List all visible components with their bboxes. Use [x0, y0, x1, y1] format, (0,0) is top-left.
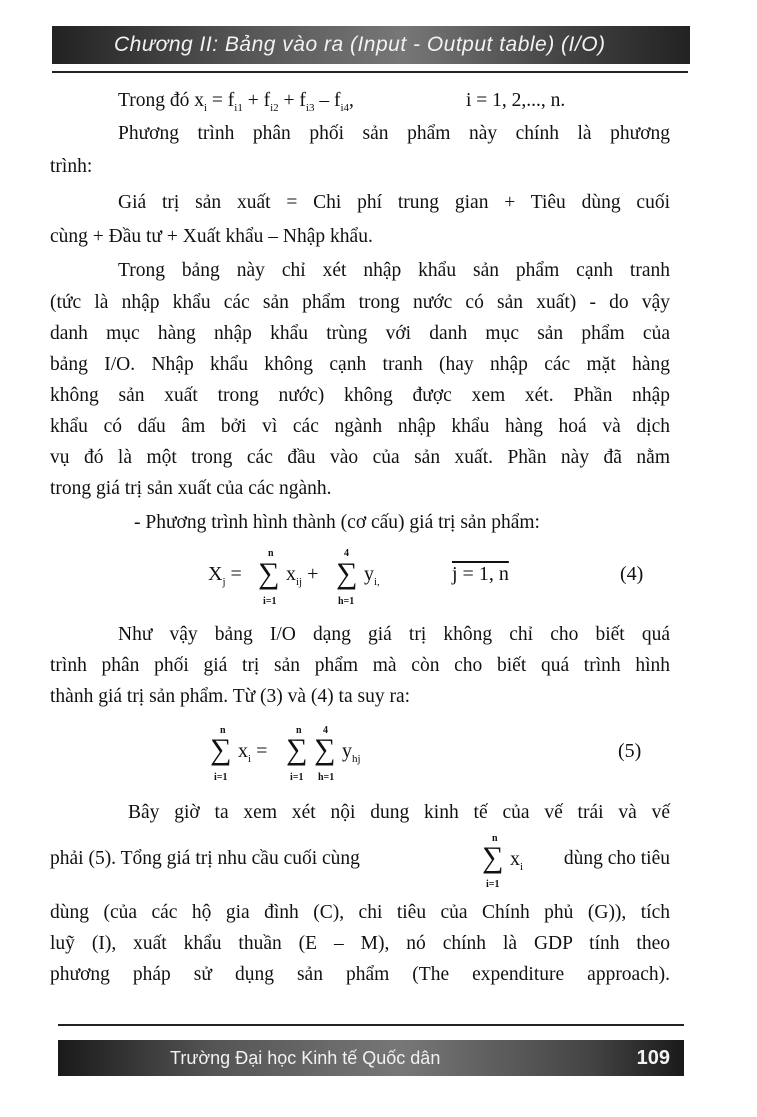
- sum-symbol: ∑: [258, 557, 280, 590]
- sum-symbol: ∑: [482, 841, 504, 874]
- text-line-18: Bây giờ ta xem xét nội dung kinh tế của vế trái và vế: [128, 802, 670, 823]
- text-line-15: Như vậy bảng I/O dạng giá trị không chỉ cho biết quá: [118, 624, 670, 645]
- text-line-20: dùng (của các hộ gia đình (C), chi tiêu của Chính phủ (G)), tích: [50, 902, 670, 923]
- text-line-19a: phải (5). Tổng giá trị nhu cầu cuối cùng: [50, 848, 360, 869]
- text-line-22: phương pháp sử dụng sản phẩm (The expenditure approach).: [50, 964, 670, 985]
- sum-symbol: ∑: [286, 733, 308, 766]
- text-line-16: trình phân phối giá trị sản phẩm mà còn cho biết quá trình hình: [50, 655, 670, 676]
- text-line-6: Trong bảng này chỉ xét nhập khẩu sản phẩm cạnh tranh: [118, 260, 670, 281]
- header-title: Chương II: Bảng vào ra (Input - Output table) (I/O): [114, 33, 606, 56]
- text-line-21: luỹ (I), xuất khẩu thuần (E – M), nó chính là GDP tính theo: [50, 933, 670, 954]
- footer-rule: [58, 1024, 684, 1026]
- text-line-11: khẩu có dấu âm bởi vì các ngành nhập khẩu hàng hoá và dịch: [50, 416, 670, 437]
- text-line-12: vụ đó là một trong các đầu vào của sản xuất. Phần này đã nằm: [50, 447, 670, 468]
- equation-number-5: (5): [618, 740, 642, 762]
- text-line-3: trình:: [50, 156, 93, 177]
- running-header: [52, 26, 690, 64]
- text-line-1: Trong đó $x_i = f_{i1} + f_{i2} + f_{i3} - f_{i4}$,: [118, 90, 354, 114]
- text-line-4: Giá trị sản xuất = Chi phí trung gian + Tiêu dùng cuối: [118, 192, 670, 213]
- text-line-5: cùng + Đầu tư + Xuất khẩu – Nhập khẩu.: [50, 226, 373, 247]
- text-line-8: danh mục hàng nhập khẩu trùng với danh mục sản phẩm của: [50, 323, 670, 344]
- running-footer: [58, 1040, 684, 1076]
- index-range: i = 1, 2,..., n.: [466, 90, 566, 111]
- text-line-19b: dùng cho tiêu: [563, 848, 670, 869]
- footer-school: Trường Đại học Kinh tế Quốc dân: [170, 1048, 441, 1068]
- text-line-10: không sản xuất trong nước) không được xem xét. Phần nhập: [50, 385, 670, 406]
- equation-number-4: (4): [620, 563, 644, 585]
- sum-symbol: ∑: [336, 557, 358, 590]
- text-line-13: trong giá trị sản xuất của các ngành.: [50, 478, 332, 499]
- page-number: 109: [636, 1047, 670, 1069]
- sum-symbol: ∑: [210, 733, 232, 766]
- text-line-7: (tức là nhập khẩu các sản phẩm trong nước có sản xuất) - do vậy: [50, 292, 670, 313]
- header-rule: [52, 71, 688, 73]
- text-line-9: bảng I/O. Nhập khẩu không cạnh tranh (hay nhập các mặt hàng: [50, 354, 670, 375]
- text-line-2: Phương trình phân phối sản phẩm này chính là phương: [118, 123, 670, 144]
- sum-symbol: ∑: [314, 733, 336, 766]
- text-line-17: thành giá trị sản phẩm. Từ (3) và (4) ta suy ra:: [50, 686, 411, 707]
- text-line-14: - Phương trình hình thành (cơ cấu) giá trị sản phẩm:: [134, 512, 540, 533]
